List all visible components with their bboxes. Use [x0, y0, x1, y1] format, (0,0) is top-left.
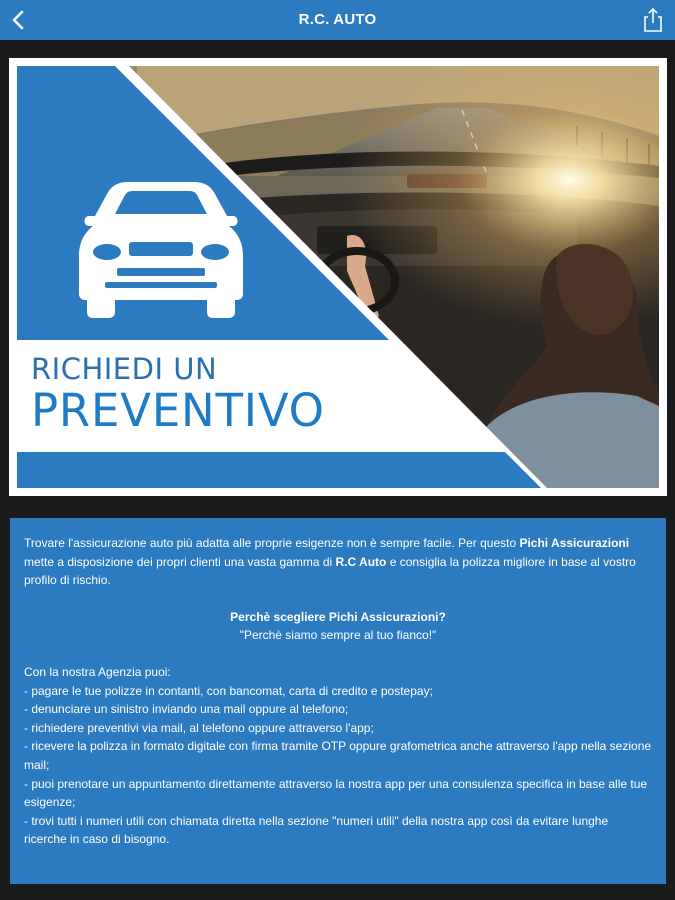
list-intro: Con la nostra Agenzia puoi: [24, 664, 171, 679]
list-item: - richiedere preventivi via mail, al telefono oppure attraverso l'app; [24, 720, 374, 735]
why-answer: "Perchè siamo sempre al tuo fianco!" [239, 628, 437, 643]
share-button[interactable] [637, 4, 669, 36]
intro-product: R.C Auto [335, 554, 387, 569]
list-item: - trovi tutti i numeri utili con chiamata diretta nella sezione "numeri utili" della nostra app così da evitare lunghe ricerche in caso di bisogno. [24, 813, 609, 847]
list-item: - pagare le tue polizze in contanti, con bancomat, carta di credito e postepay; [24, 683, 433, 698]
list-item: - ricevere la polizza in formato digitale con firma tramite OTP oppure grafometrica anche attraverso l'app nella sezione mail; [24, 739, 652, 772]
quote-banner[interactable] [17, 66, 659, 488]
car-icon [79, 182, 243, 318]
list-item: - puoi prenotare un appuntamento direttamente attraverso la nostra app per una consulenza specifica in base alle tue esigenze; [24, 776, 648, 810]
banner-frame [9, 58, 667, 496]
list-item: - denunciare un sinistro inviando una mail oppure al telefono; [24, 702, 349, 717]
why-title: Perchè scegliere Pichi Assicurazioni? [230, 609, 446, 624]
banner-headline [31, 352, 451, 437]
description-panel [10, 518, 666, 884]
headline-line-1: RICHIEDI UN [31, 352, 218, 386]
intro-text-1: Trovare l'assicurazione auto più adatta alle proprie esigenze non è sempre facile. Per questo [24, 536, 520, 550]
intro-paragraph [24, 534, 652, 590]
intro-text-2: mette a disposizione dei propri clienti una vasta gamma di [24, 554, 336, 569]
intro-brand: Pichi Assicurazioni [519, 536, 630, 550]
page-title: R.C. AUTO [298, 11, 377, 28]
share-icon [637, 4, 669, 36]
intro-text-3: e consiglia la polizza migliore in base al vostro profilo di rischio. [24, 554, 636, 588]
top-bar [0, 0, 675, 40]
headline-line-2: PREVENTIVO [31, 384, 325, 437]
